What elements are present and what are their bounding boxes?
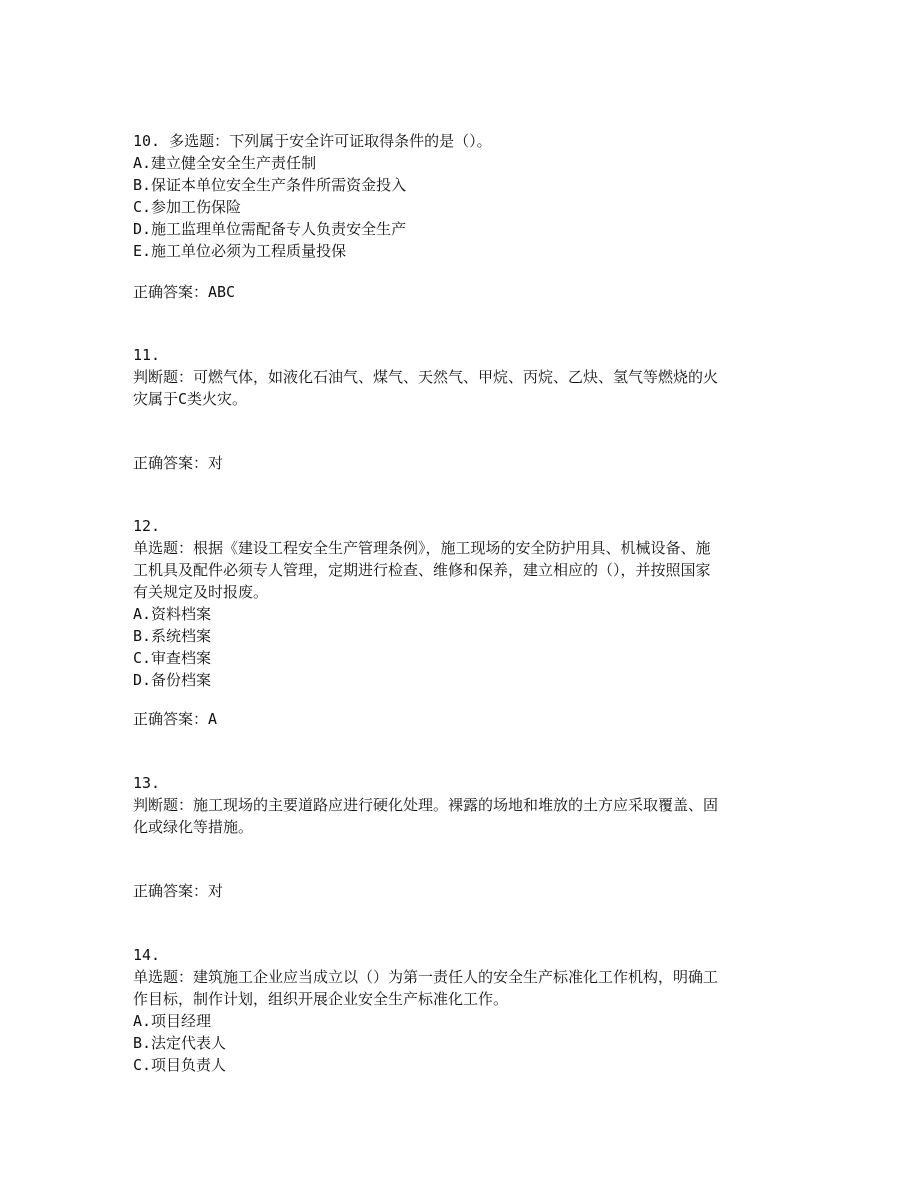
option-a: A.建立健全安全生产责任制: [133, 154, 317, 172]
question-header: 10. 多选题：下列属于安全许可证取得条件的是（）。: [133, 132, 492, 150]
answer-12: 正确答案：A: [133, 710, 218, 728]
question-13: [133, 772, 793, 838]
question-10: [133, 130, 793, 262]
option-b: B.系统档案: [133, 627, 212, 645]
question-12: [133, 515, 793, 691]
question-stem-line: 工机具及配件必须专人管理，定期进行检查、维修和保养，建立相应的（），并按照国家: [133, 561, 711, 579]
option-d: D.备份档案: [133, 671, 212, 689]
question-stem-line: 判断题：施工现场的主要道路应进行硬化处理。裸露的场地和堆放的土方应采取覆盖、固: [133, 796, 719, 814]
answer-13: 正确答案：对: [133, 882, 224, 900]
question-header: 13.: [133, 774, 161, 792]
option-b: B.保证本单位安全生产条件所需资金投入: [133, 176, 407, 194]
question-stem-line: 单选题：建筑施工企业应当成立以（）为第一责任人的安全生产标准化工作机构，明确工: [133, 968, 719, 986]
question-11: [133, 344, 793, 410]
question-stem-line: 判断题：可燃气体，如液化石油气、煤气、天然气、甲烷、丙烷、乙炔、氢气等燃烧的火: [133, 368, 719, 386]
option-c: C.参加工伤保险: [133, 198, 242, 216]
option-c: C.审查档案: [133, 649, 212, 667]
question-14: [133, 944, 793, 1076]
question-stem-line: 作目标，制作计划，组织开展企业安全生产标准化工作。: [133, 990, 509, 1008]
option-b: B.法定代表人: [133, 1034, 227, 1052]
answer-11: 正确答案：对: [133, 454, 224, 472]
question-header: 11.: [133, 346, 161, 364]
option-e: E.施工单位必须为工程质量投保: [133, 242, 347, 260]
question-stem-line: 有关规定及时报废。: [133, 583, 269, 601]
question-stem-line: 单选题：根据《建设工程安全生产管理条例》，施工现场的安全防护用具、机械设备、施: [133, 539, 711, 557]
option-a: A.资料档案: [133, 605, 212, 623]
option-c: C.项目负责人: [133, 1056, 227, 1074]
question-stem-line: 灾属于C类火灾。: [133, 390, 248, 408]
option-a: A.项目经理: [133, 1012, 212, 1030]
question-stem-line: 化或绿化等措施。: [133, 818, 254, 836]
option-d: D.施工监理单位需配备专人负责安全生产: [133, 220, 407, 238]
answer-10: 正确答案：ABC: [133, 283, 236, 301]
question-header: 14.: [133, 946, 161, 964]
question-header: 12.: [133, 517, 161, 535]
